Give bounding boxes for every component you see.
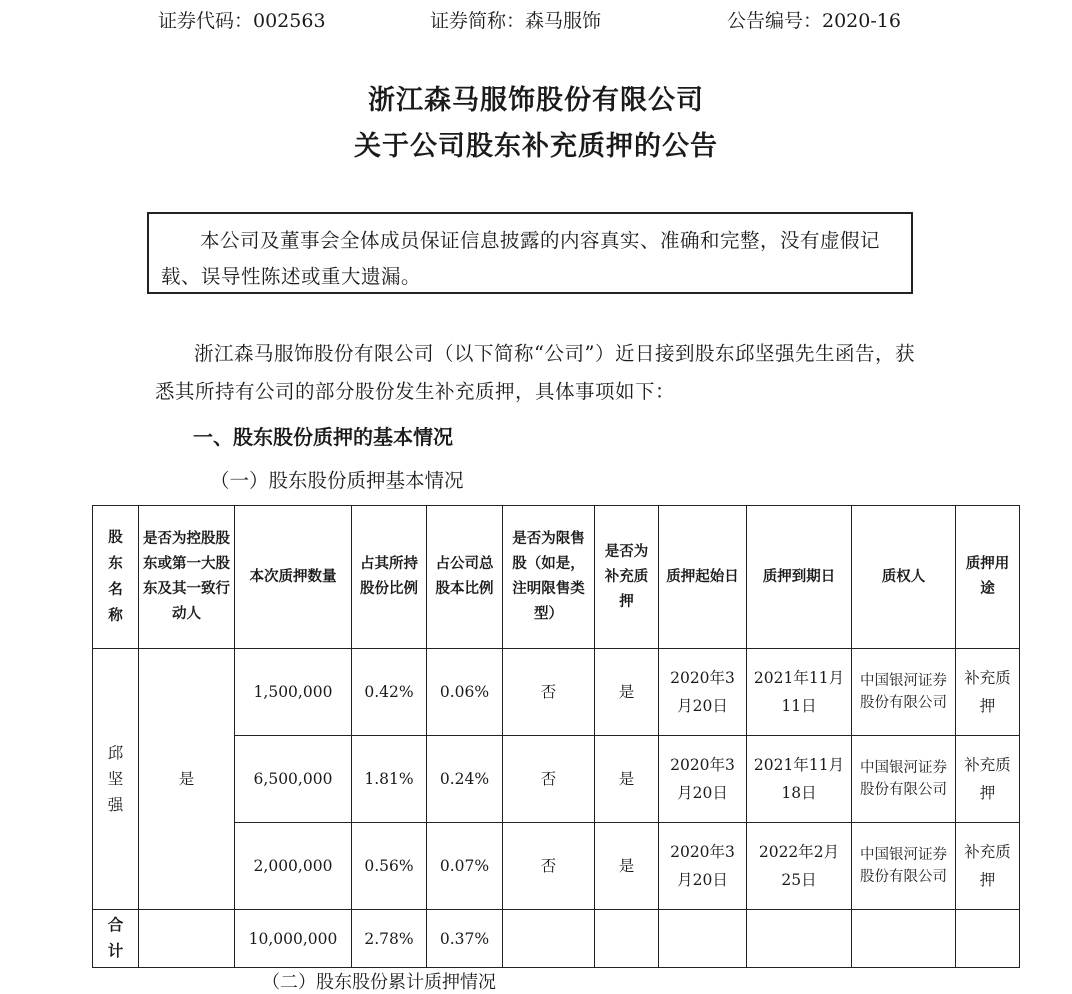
pledgee-cell: 中国银河证券股份有限公司 xyxy=(852,823,956,910)
start-date-cell: 2020年3月20日 xyxy=(659,823,747,910)
quantity-cell: 2,000,000 xyxy=(235,823,352,910)
quantity-cell: 6,500,000 xyxy=(235,736,352,823)
restricted-cell: 否 xyxy=(503,823,595,910)
holder-name-cell: 邱坚强 xyxy=(93,649,139,910)
empty-cell xyxy=(503,910,595,968)
header-holder: 股东名称 xyxy=(93,506,139,649)
end-date-cell: 2022年2月25日 xyxy=(747,823,852,910)
supplementary-cell: 是 xyxy=(595,649,659,736)
company-title: 浙江森马服饰股份有限公司 xyxy=(368,85,704,116)
security-short-name: 证券简称：森马服饰 xyxy=(430,10,602,32)
header-supplementary: 是否为补充质押 xyxy=(595,506,659,649)
pct-held-cell: 0.42% xyxy=(352,649,427,736)
total-pct-held-cell: 2.78% xyxy=(352,910,427,968)
controller-cell: 是 xyxy=(139,649,235,910)
pledge-table xyxy=(92,505,1020,968)
header-purpose: 质押用途 xyxy=(956,506,1020,649)
header-quantity: 本次质押数量 xyxy=(235,506,352,649)
header-pledgee: 质权人 xyxy=(852,506,956,649)
header-restricted: 是否为限售股（如是，注明限售类型） xyxy=(503,506,595,649)
end-date-cell: 2021年11月11日 xyxy=(747,649,852,736)
empty-cell xyxy=(852,910,956,968)
pct-total-cell: 0.06% xyxy=(427,649,503,736)
empty-cell xyxy=(956,910,1020,968)
start-date-cell: 2020年3月20日 xyxy=(659,736,747,823)
supplementary-cell: 是 xyxy=(595,823,659,910)
header-pct-held: 占其所持股份比例 xyxy=(352,506,427,649)
pct-held-cell: 1.81% xyxy=(352,736,427,823)
pct-total-cell: 0.24% xyxy=(427,736,503,823)
pct-held-cell: 0.56% xyxy=(352,823,427,910)
section-heading: 一、股东股份质押的基本情况 xyxy=(193,425,453,449)
header-pct-total: 占公司总股本比例 xyxy=(427,506,503,649)
empty-cell xyxy=(747,910,852,968)
subsection-heading: （一）股东股份质押基本情况 xyxy=(210,469,464,492)
total-row xyxy=(93,910,1020,968)
security-code: 证券代码：002563 xyxy=(158,10,326,32)
supplementary-cell: 是 xyxy=(595,736,659,823)
empty-cell xyxy=(659,910,747,968)
total-label-cell: 合计 xyxy=(93,910,139,968)
header-controller: 是否为控股股东或第一大股东及其一致行动人 xyxy=(139,506,235,649)
purpose-cell: 补充质押 xyxy=(956,736,1020,823)
empty-cell xyxy=(595,910,659,968)
pledgee-cell: 中国银河证券股份有限公司 xyxy=(852,736,956,823)
restricted-cell: 否 xyxy=(503,736,595,823)
notice-number: 公告编号：2020-16 xyxy=(727,10,901,32)
pledgee-cell: 中国银河证券股份有限公司 xyxy=(852,649,956,736)
purpose-cell: 补充质押 xyxy=(956,823,1020,910)
start-date-cell: 2020年3月20日 xyxy=(659,649,747,736)
notice-title: 关于公司股东补充质押的公告 xyxy=(354,131,718,162)
header-end-date: 质押到期日 xyxy=(747,506,852,649)
document-header xyxy=(0,6,1072,36)
purpose-cell: 补充质押 xyxy=(956,649,1020,736)
board-statement-box: 本公司及董事会全体成员保证信息披露的内容真实、准确和完整，没有虚假记载、误导性陈述或重大遗漏。 xyxy=(147,212,913,294)
restricted-cell: 否 xyxy=(503,649,595,736)
header-start-date: 质押起始日 xyxy=(659,506,747,649)
next-subsection-heading: （二）股东股份累计质押情况 xyxy=(262,972,496,993)
total-pct-total-cell: 0.37% xyxy=(427,910,503,968)
table-header-row xyxy=(93,506,1020,649)
table-row xyxy=(93,649,1020,736)
quantity-cell: 1,500,000 xyxy=(235,649,352,736)
intro-paragraph: 浙江森马服饰股份有限公司（以下简称“公司”）近日接到股东邱坚强先生函告，获悉其所持有公司的部分股份发生补充质押，具体事项如下： xyxy=(155,342,915,403)
pct-total-cell: 0.07% xyxy=(427,823,503,910)
total-quantity-cell: 10,000,000 xyxy=(235,910,352,968)
empty-cell xyxy=(139,910,235,968)
end-date-cell: 2021年11月18日 xyxy=(747,736,852,823)
